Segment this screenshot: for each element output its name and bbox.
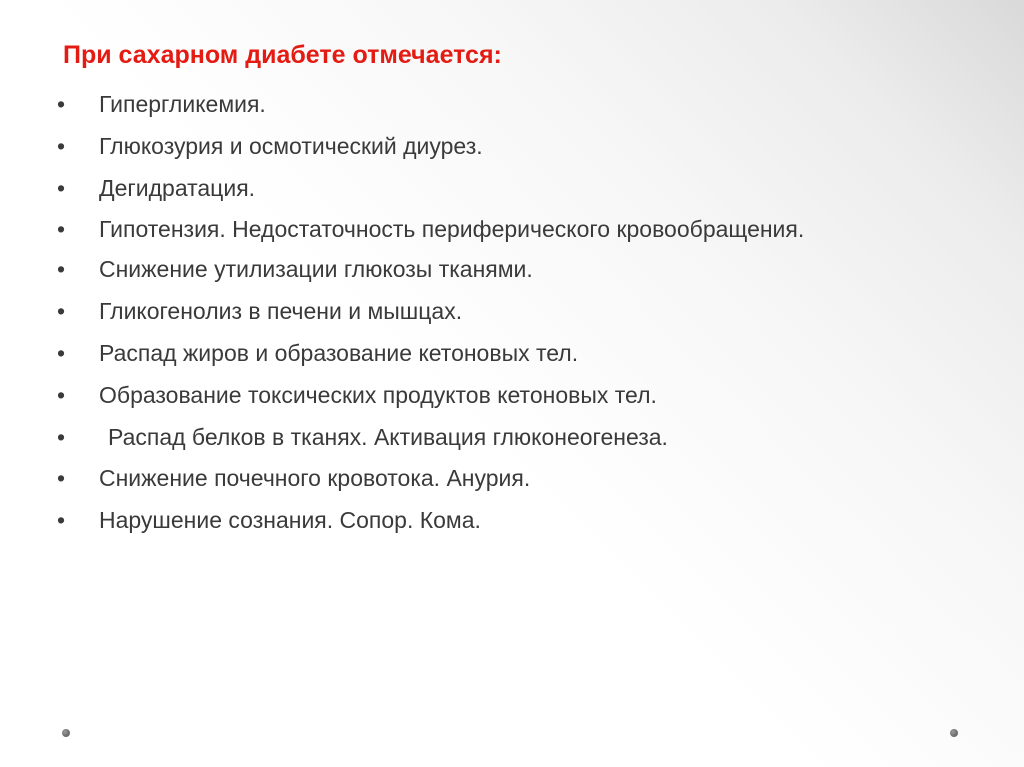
bullet-text: Образование токсических продуктов кетоновых тел. — [99, 381, 657, 408]
bullet-item — [57, 127, 965, 165]
prev-slide-dot-icon[interactable] — [62, 729, 70, 737]
bullet-item — [57, 292, 965, 330]
bullet-text: Гликогенолиз в печени и мышцах. — [99, 298, 463, 325]
bullet-text: Распад белков в тканях. Активация глюконеогенеза. — [108, 423, 668, 450]
slide-title: При сахарном диабете отмечается: — [63, 41, 502, 69]
bullet-text: Распад жиров и образование кетоновых тел. — [99, 339, 579, 366]
bullet-list — [57, 85, 965, 543]
bullet-text: Дегидратация. — [99, 174, 256, 201]
bullet-text: Снижение почечного кровотока. Анурия. — [99, 465, 531, 492]
bullet-item — [57, 211, 965, 247]
bullet-item — [57, 250, 965, 288]
bullet-text: Нарушение сознания. Сопор. Кома. — [99, 507, 481, 534]
bullet-item — [57, 418, 965, 456]
bullet-item — [57, 501, 965, 539]
bullet-text: Гипергликемия. — [99, 91, 266, 117]
next-slide-dot-icon[interactable] — [950, 729, 958, 737]
bullet-item — [57, 169, 965, 207]
bullet-item — [57, 85, 965, 123]
bullet-text: Снижение утилизации глюкозы тканями. — [99, 256, 533, 283]
bullet-text: Глюкозурия и осмотический диурез. — [99, 132, 483, 159]
bullet-item — [57, 376, 965, 414]
bullet-item — [57, 334, 965, 372]
bullet-text: Гипотензия. Недостаточность периферического кровообращения. — [99, 215, 805, 242]
bullet-item — [57, 459, 965, 497]
